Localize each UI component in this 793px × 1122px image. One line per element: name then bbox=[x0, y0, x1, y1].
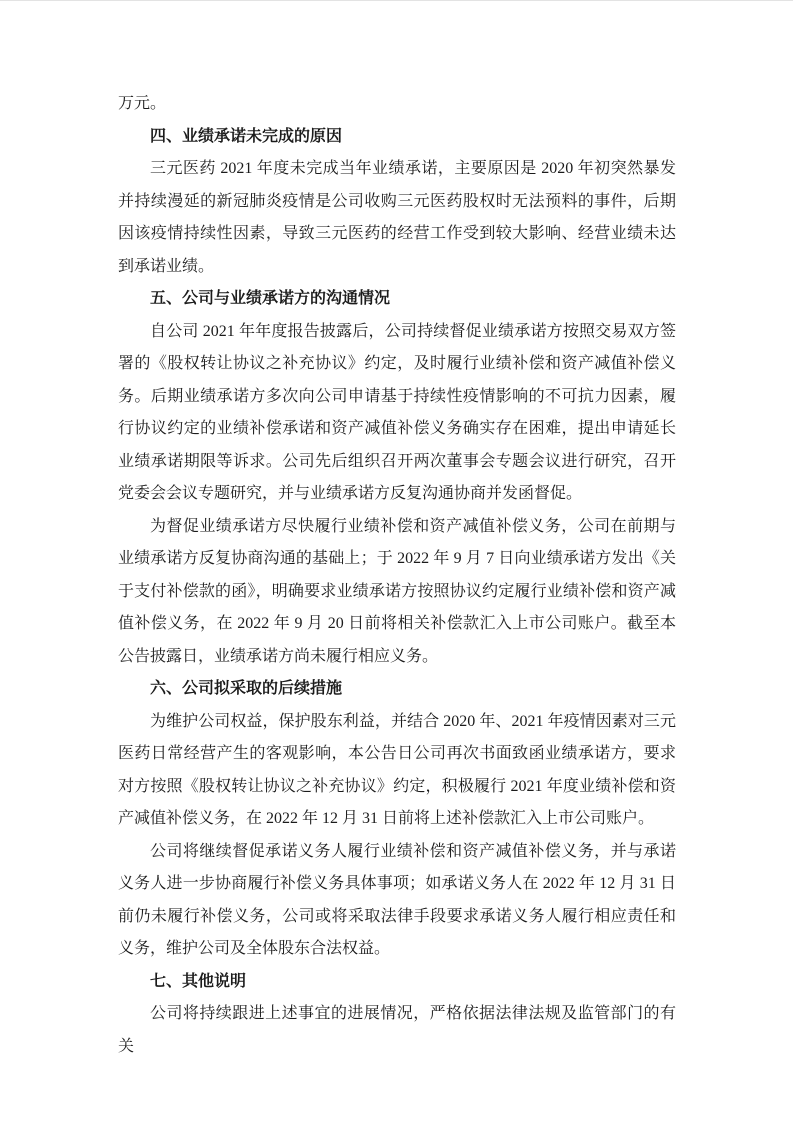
paragraph-other-notes: 公司将持续跟进上述事宜的进展情况，严格依据法律法规及监管部门的有关 bbox=[118, 1005, 676, 1055]
paragraph-measures-1: 为维护公司权益，保护股东利益，并结合 2020 年、2021 年疫情因素对三元医药日常经营产生的客观影响，本公告日公司再次书面致函业绩承诺方，要求对方按照《股权转让协议之补充协议》约定，积极履行 2021 年度业绩补偿和资产减值补偿义务，在 2022 年 12 月 31 日前将上述补偿款汇入上市公司账户。 bbox=[118, 712, 676, 827]
section-heading-6-follow-up-measures: 六、公司拟采取的后续措施 bbox=[150, 680, 343, 697]
paragraph-communication-2: 为督促业绩承诺方尽快履行业绩补偿和资产减值补偿义务，公司在前期与业绩承诺方反复协商沟通的基础上；于 2022 年 9 月 7 日向业绩承诺方发出《关于支付补偿款的函》，明确要求业绩承诺方按照协议约定履行业绩补偿和资产减值补偿义务，在 2022 年 9 月 20 日前将相关补偿款汇入上市公司账户。截至本公告披露日，业绩承诺方尚未履行相应义务。 bbox=[118, 517, 676, 665]
paragraph-measures-2: 公司将继续督促承诺义务人履行业绩补偿和资产减值补偿义务，并与承诺义务人进一步协商履行补偿义务具体事项；如承诺义务人在 2022 年 12 月 31 日前仍未履行补偿义务，公司或将采取法律手段要求承诺义务人履行相应责任和义务，维护公司及全体股东合法权益。 bbox=[118, 842, 676, 957]
paragraph-reason: 三元医药 2021 年度未完成当年业绩承诺，主要原因是 2020 年初突然暴发并持续漫延的新冠肺炎疫情是公司收购三元医药股权时无法预料的事件，后期因该疫情持续性因素，导致三元医药的经营工作受到较大影响、经营业绩未达到承诺业绩。 bbox=[118, 160, 676, 275]
document-page bbox=[0, 1, 793, 1122]
section-heading-7-other-notes: 七、其他说明 bbox=[150, 972, 247, 990]
paragraph-communication-1: 自公司 2021 年年度报告披露后，公司持续督促业绩承诺方按照交易双方签署的《股权转让协议之补充协议》约定，及时履行业绩补偿和资产减值补偿义务。后期业绩承诺方多次向公司申请基于持续性疫情影响的不可抗力因素，履行协议约定的业绩补偿承诺和资产减值补偿义务确实存在困难，提出申请延长业绩承诺期限等诉求。公司先后组织召开两次董事会专题会议进行研究，召开党委会会议专题研究，并与业绩承诺方反复沟通协商并发函督促。 bbox=[118, 322, 676, 502]
section-heading-5-communication: 五、公司与业绩承诺方的沟通情况 bbox=[150, 290, 391, 307]
section-heading-4-reasons-unfulfilled: 四、业绩承诺未完成的原因 bbox=[150, 127, 343, 145]
paragraph-continuation: 万元。 bbox=[118, 95, 167, 112]
